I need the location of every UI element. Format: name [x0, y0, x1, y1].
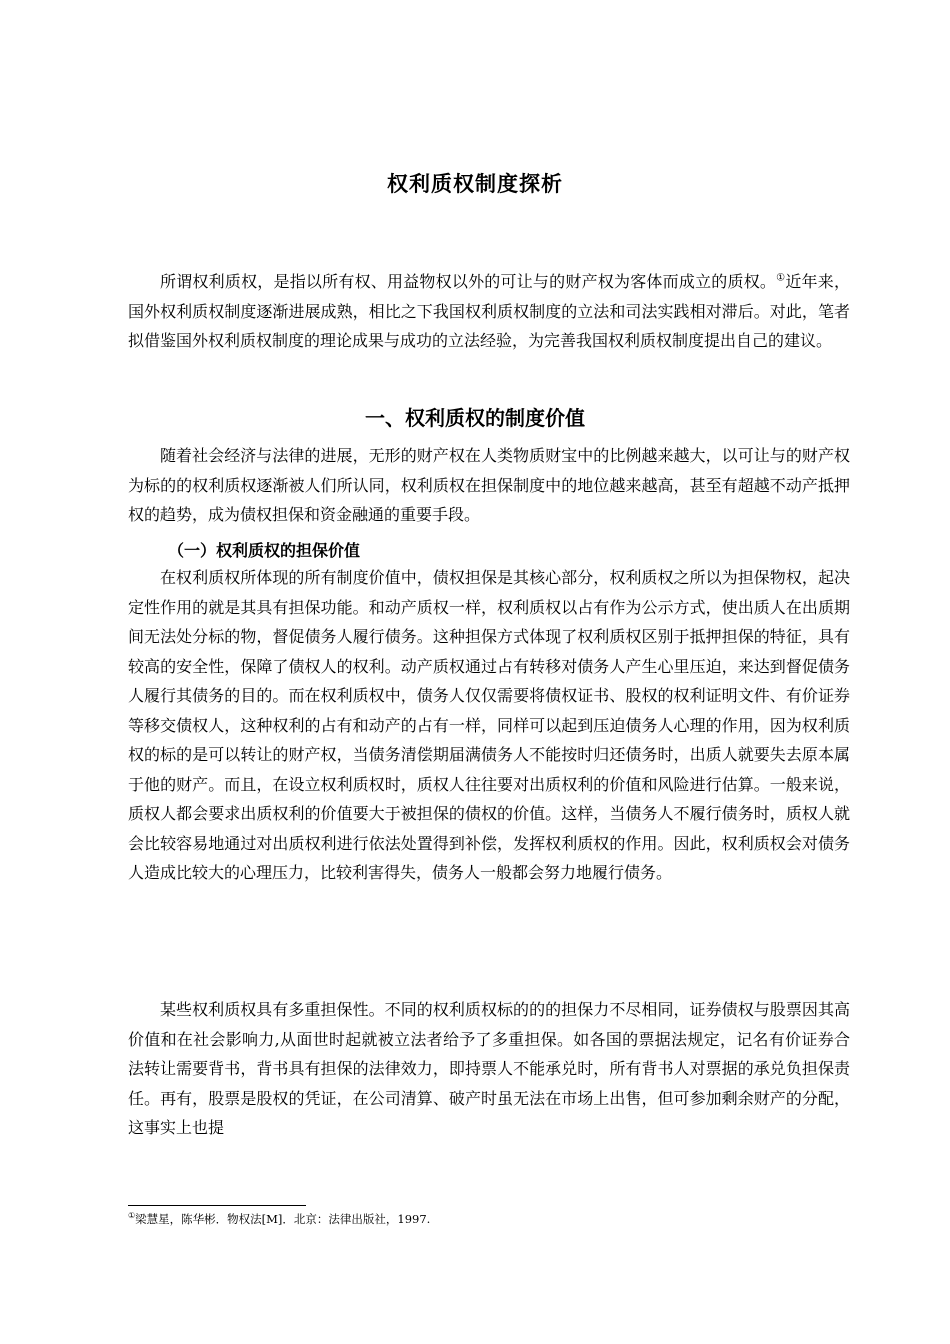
subsection-paragraph-2: 某些权利质权具有多重担保性。不同的权利质权标的的的担保力不尽相同，证券债权与股票因其高价值和在社会影响力,从面世时起就被立法者给予了多重担保。如各国的票据法规定，记名有价证券合法转让需要背书，背书具有担保的法律效力，即持票人不能承兑时，所有背书人对票据的承兑负担保责任。再有，股票是股权的凭证，在公司清算、破产时虽无法在市场上出售，但可参加剩余财产的分配，这事实上也提 — [128, 1000, 850, 1137]
footnote-reference[interactable]: ① — [776, 272, 786, 284]
section-heading: 一、权利质权的制度价值 — [365, 406, 585, 430]
document-title: 权利质权制度探析 — [387, 172, 563, 196]
section-paragraph: 随着社会经济与法律的进展，无形的财产权在人类物质财宝中的比例越来越大，以可让与的财产权为标的的权利质权逐渐被人们所认同，权利质权在担保制度中的地位越来越高，甚至有超越不动产抵押权的趋势，成为债权担保和资金融通的重要手段。 — [128, 446, 850, 524]
intro-paragraph — [128, 267, 850, 356]
footnote-text: 梁慧星，陈华彬．物权法[M]．北京：法律出版社，1997. — [135, 1212, 431, 1226]
footnote — [128, 1211, 430, 1227]
footnote-mark: ① — [128, 1211, 136, 1221]
footnote-divider — [128, 1205, 306, 1206]
subsection-heading: （一）权利质权的担保价值 — [168, 541, 361, 560]
subsection-paragraph-1: 在权利质权所体现的所有制度价值中，债权担保是其核心部分，权利质权之所以为担保物权，起决定性作用的就是其具有担保功能。和动产质权一样，权利质权以占有作为公示方式，使出质人在出质期间无法处分标的物，督促债务人履行债务。这种担保方式体现了权利质权区别于抵押担保的特征，具有较高的安全性，保障了债权人的权利。动产质权通过占有转移对债务人产生心里压迫，来达到督促债务人履行其债务的目的。而在权利质权中，债务人仅仅需要将债权证书、股权的权利证明文件、有价证券等移交债权人，这种权利的占有和动产的占有一样，同样可以起到压迫债务人心理的作用，因为权利质权的标的是可以转让的财产权，当债务清偿期届满债务人不能按时归还债务时，出质人就要失去原本属于他的财产。而且，在设立权利质权时，质权人往往要对出质权利的价值和风险进行估算。一般来说，质权人都会要求出质权利的价值要大于被担保的债权的价值。这样，当债务人不履行债务时，质权人就会比较容易地通过对出质权利进行依法处置得到补偿，发挥权利质权的作用。因此，权利质权会对债务人造成比较大的心理压力，比较利害得失，债务人一般都会努力地履行债务。 — [128, 568, 850, 882]
intro-text-before-note: 所谓权利质权，是指以所有权、用益物权以外的可让与的财产权为客体而成立的质权。 — [160, 272, 777, 291]
intro-text-after-note: 近年来，国外权利质权制度逐渐进展成熟，相比之下我国权利质权制度的立法和司法实践相对滞后。对此，笔者拟借鉴国外权利质权制度的理论成果与成功的立法经验，为完善我国权利质权制度提出自己的建议。 — [128, 272, 850, 350]
